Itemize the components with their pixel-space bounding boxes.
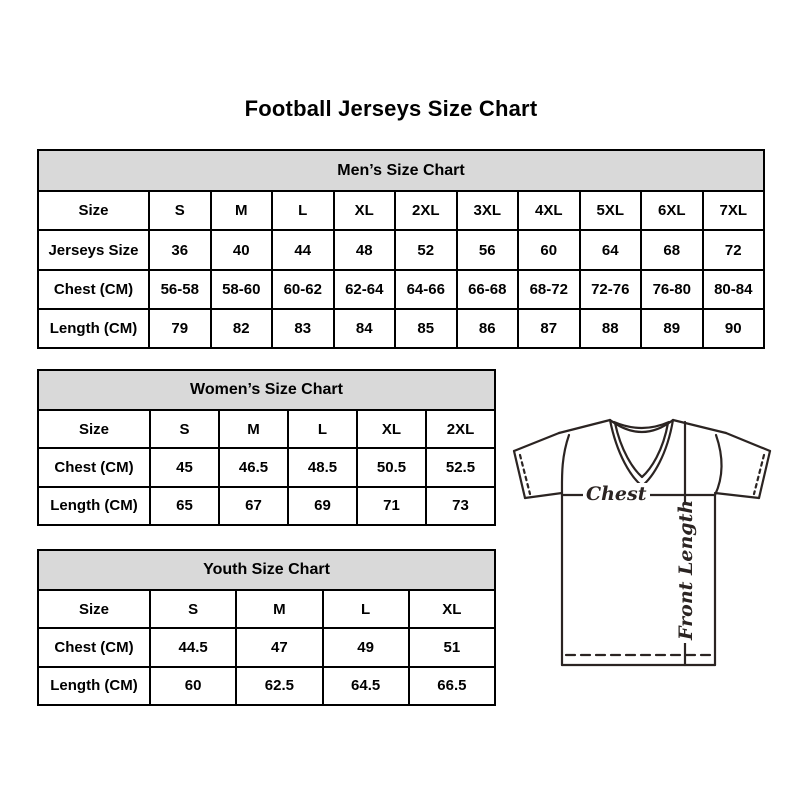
value-cell: 40 <box>211 230 273 269</box>
value-cell: 67 <box>219 487 288 525</box>
value-cell: 86 <box>457 309 519 348</box>
value-cell: 48.5 <box>288 448 357 486</box>
value-cell: 64-66 <box>395 270 457 309</box>
table-title: Youth Size Chart <box>38 550 495 590</box>
row-header-cell: Chest (CM) <box>38 448 150 486</box>
jersey-diagram <box>503 403 783 678</box>
value-cell: 80-84 <box>703 270 765 309</box>
value-cell: M <box>219 410 288 448</box>
value-cell: 89 <box>641 309 703 348</box>
mens-size-table <box>37 149 765 349</box>
front-length-measure-label: Front Length <box>675 503 697 643</box>
value-cell: 4XL <box>518 191 580 230</box>
value-cell: 68 <box>641 230 703 269</box>
value-cell: M <box>211 191 273 230</box>
value-cell: S <box>150 410 219 448</box>
value-cell: 46.5 <box>219 448 288 486</box>
value-cell: XL <box>409 590 495 628</box>
value-cell: 76-80 <box>641 270 703 309</box>
value-cell: XL <box>334 191 396 230</box>
row-header-cell: Chest (CM) <box>38 270 149 309</box>
value-cell: 52 <box>395 230 457 269</box>
value-cell: 69 <box>288 487 357 525</box>
value-cell: 90 <box>703 309 765 348</box>
value-cell: 72 <box>703 230 765 269</box>
value-cell: 3XL <box>457 191 519 230</box>
value-cell: 5XL <box>580 191 642 230</box>
value-cell: 48 <box>334 230 396 269</box>
row-header-cell: Size <box>38 410 150 448</box>
value-cell: 85 <box>395 309 457 348</box>
row-header-cell: Size <box>38 590 150 628</box>
value-cell: 62.5 <box>236 667 322 705</box>
value-cell: 87 <box>518 309 580 348</box>
row-header-cell: Jerseys Size <box>38 230 149 269</box>
table-title: Women’s Size Chart <box>38 370 495 410</box>
youth-size-table <box>37 549 496 706</box>
value-cell: 6XL <box>641 191 703 230</box>
value-cell: XL <box>357 410 426 448</box>
value-cell: S <box>149 191 211 230</box>
value-cell: L <box>272 191 334 230</box>
value-cell: 2XL <box>395 191 457 230</box>
value-cell: 82 <box>211 309 273 348</box>
value-cell: 51 <box>409 628 495 666</box>
jersey-outline-icon <box>503 403 783 678</box>
value-cell: 7XL <box>703 191 765 230</box>
value-cell: 60 <box>518 230 580 269</box>
row-header-cell: Length (CM) <box>38 667 150 705</box>
row-header-cell: Length (CM) <box>38 309 149 348</box>
value-cell: 65 <box>150 487 219 525</box>
value-cell: L <box>288 410 357 448</box>
value-cell: 62-64 <box>334 270 396 309</box>
value-cell: 64 <box>580 230 642 269</box>
value-cell: 2XL <box>426 410 495 448</box>
value-cell: 83 <box>272 309 334 348</box>
value-cell: 88 <box>580 309 642 348</box>
value-cell: 60 <box>150 667 236 705</box>
value-cell: 66-68 <box>457 270 519 309</box>
value-cell: 58-60 <box>211 270 273 309</box>
womens-size-table <box>37 369 496 526</box>
size-table <box>37 149 765 349</box>
value-cell: 56 <box>457 230 519 269</box>
value-cell: 44.5 <box>150 628 236 666</box>
value-cell: L <box>323 590 409 628</box>
row-header-cell: Length (CM) <box>38 487 150 525</box>
value-cell: 79 <box>149 309 211 348</box>
value-cell: 56-58 <box>149 270 211 309</box>
size-table <box>37 549 496 706</box>
value-cell: 44 <box>272 230 334 269</box>
value-cell: 45 <box>150 448 219 486</box>
table-title: Men’s Size Chart <box>38 150 764 191</box>
value-cell: 36 <box>149 230 211 269</box>
value-cell: S <box>150 590 236 628</box>
value-cell: 49 <box>323 628 409 666</box>
row-header-cell: Chest (CM) <box>38 628 150 666</box>
row-header-cell: Size <box>38 191 149 230</box>
value-cell: M <box>236 590 322 628</box>
value-cell: 71 <box>357 487 426 525</box>
value-cell: 47 <box>236 628 322 666</box>
value-cell: 72-76 <box>580 270 642 309</box>
size-table <box>37 369 496 526</box>
value-cell: 60-62 <box>272 270 334 309</box>
chest-measure-label: Chest <box>583 483 650 505</box>
value-cell: 84 <box>334 309 396 348</box>
value-cell: 73 <box>426 487 495 525</box>
value-cell: 68-72 <box>518 270 580 309</box>
value-cell: 52.5 <box>426 448 495 486</box>
page-title: Football Jerseys Size Chart <box>244 96 538 121</box>
value-cell: 66.5 <box>409 667 495 705</box>
value-cell: 50.5 <box>357 448 426 486</box>
value-cell: 64.5 <box>323 667 409 705</box>
